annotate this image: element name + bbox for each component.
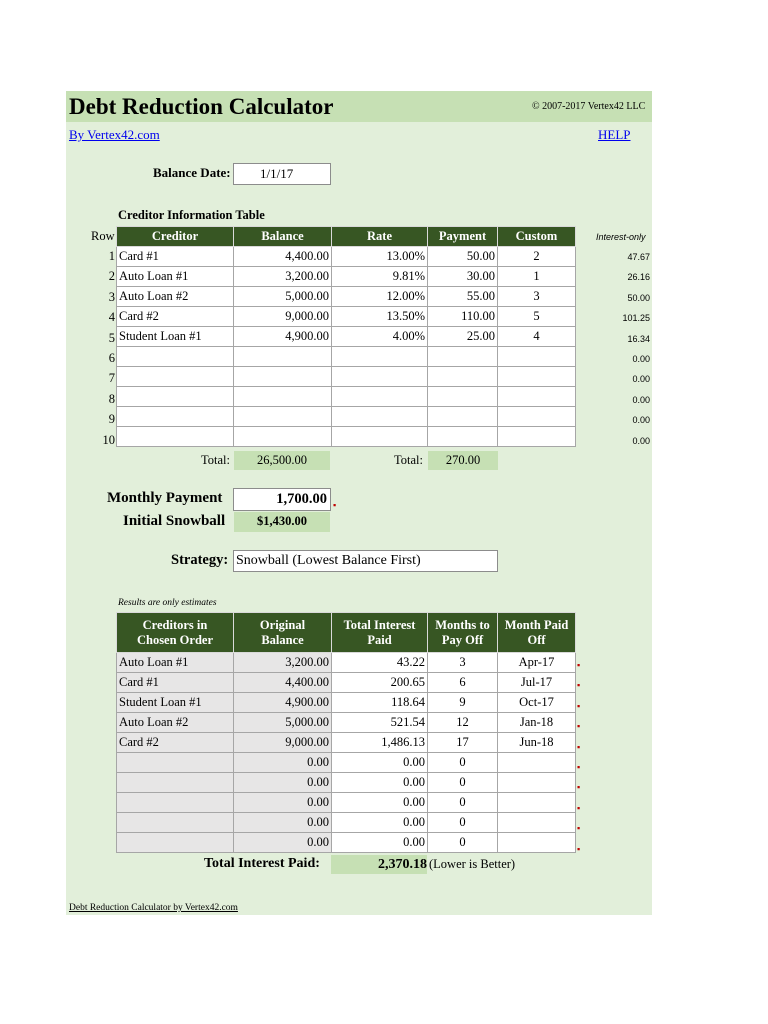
result-interest-cell: 0.00 bbox=[332, 833, 428, 853]
result-row bbox=[117, 693, 576, 713]
rate-cell[interactable] bbox=[332, 407, 428, 427]
result-months-cell: 0 bbox=[428, 813, 498, 833]
result-creditor-cell bbox=[117, 793, 234, 813]
col-original-balance: Original Balance bbox=[234, 613, 332, 653]
result-interest-cell: 118.64 bbox=[332, 693, 428, 713]
col-custom: Custom bbox=[498, 227, 576, 247]
results-table bbox=[116, 612, 576, 853]
result-months-cell: 17 bbox=[428, 733, 498, 753]
custom-cell[interactable]: 3 bbox=[498, 287, 576, 307]
creditor-table-caption: Creditor Information Table bbox=[118, 208, 265, 222]
result-balance-cell: 3,200.00 bbox=[234, 653, 332, 673]
rate-cell[interactable]: 13.00% bbox=[332, 247, 428, 267]
comment-indicator: ▪ bbox=[577, 741, 581, 752]
payment-cell[interactable] bbox=[428, 387, 498, 407]
creditor-cell[interactable]: Card #1 bbox=[117, 247, 234, 267]
result-creditor-cell: Card #2 bbox=[117, 733, 234, 753]
balance-cell[interactable]: 3,200.00 bbox=[234, 267, 332, 287]
result-paidoff-cell bbox=[498, 833, 576, 853]
creditor-row bbox=[117, 407, 576, 427]
comment-indicator: ▪ bbox=[577, 721, 581, 732]
rate-cell[interactable] bbox=[332, 387, 428, 407]
balance-cell[interactable] bbox=[234, 407, 332, 427]
result-creditor-cell: Card #1 bbox=[117, 673, 234, 693]
initial-snowball-label: Initial Snowball bbox=[123, 513, 226, 529]
payment-cell[interactable]: 55.00 bbox=[428, 287, 498, 307]
col-creditor: Creditor bbox=[117, 227, 234, 247]
balance-cell[interactable]: 9,000.00 bbox=[234, 307, 332, 327]
balance-cell[interactable] bbox=[234, 427, 332, 447]
col-creditors-order: Creditors in Chosen Order bbox=[117, 613, 234, 653]
rate-cell[interactable]: 4.00% bbox=[332, 327, 428, 347]
creditor-cell[interactable]: Auto Loan #1 bbox=[117, 267, 234, 287]
row-number: 6 bbox=[108, 351, 115, 365]
result-interest-cell: 521.54 bbox=[332, 713, 428, 733]
comment-indicator: ▪ bbox=[577, 700, 581, 711]
result-row bbox=[117, 653, 576, 673]
row-number: 4 bbox=[108, 310, 115, 325]
result-paidoff-cell: Jul-17 bbox=[498, 673, 576, 693]
comment-indicator: ▪ bbox=[577, 680, 581, 691]
payment-cell[interactable] bbox=[428, 347, 498, 367]
row-number: 8 bbox=[108, 391, 115, 406]
payment-cell[interactable]: 110.00 bbox=[428, 307, 498, 327]
row-header: Row bbox=[91, 229, 115, 243]
interest-only-value: 0.00 bbox=[632, 374, 650, 385]
help-link[interactable]: HELP bbox=[598, 127, 631, 142]
payment-cell[interactable]: 30.00 bbox=[428, 267, 498, 287]
comment-indicator: ▪ bbox=[577, 843, 581, 854]
creditor-cell[interactable] bbox=[117, 407, 234, 427]
creditor-row bbox=[117, 267, 576, 287]
results-note: Results are only estimates bbox=[118, 598, 217, 608]
result-creditor-cell bbox=[117, 813, 234, 833]
result-interest-cell: 43.22 bbox=[332, 653, 428, 673]
row-number: 5 bbox=[108, 330, 115, 345]
result-row bbox=[117, 793, 576, 813]
balance-cell[interactable]: 5,000.00 bbox=[234, 287, 332, 307]
custom-cell[interactable]: 1 bbox=[498, 267, 576, 287]
strategy-select[interactable]: Snowball (Lowest Balance First) bbox=[233, 550, 498, 572]
result-row bbox=[117, 733, 576, 753]
creditor-row bbox=[117, 307, 576, 327]
result-balance-cell: 0.00 bbox=[234, 833, 332, 853]
balance-cell[interactable] bbox=[234, 387, 332, 407]
payment-total: 270.00 bbox=[428, 451, 498, 470]
footer-link[interactable]: Debt Reduction Calculator by Vertex42.com bbox=[69, 903, 238, 913]
result-row bbox=[117, 673, 576, 693]
col-months-to-payoff: Months to Pay Off bbox=[428, 613, 498, 653]
row-number: 10 bbox=[102, 432, 115, 447]
comment-indicator: ▪ bbox=[577, 660, 581, 670]
result-months-cell: 0 bbox=[428, 833, 498, 853]
comment-indicator: ▪ bbox=[577, 762, 581, 772]
result-interest-cell: 200.65 bbox=[332, 673, 428, 693]
result-balance-cell: 4,900.00 bbox=[234, 693, 332, 713]
result-months-cell: 0 bbox=[428, 793, 498, 813]
result-creditor-cell: Auto Loan #2 bbox=[117, 713, 234, 733]
result-months-cell: 0 bbox=[428, 753, 498, 773]
col-total-interest: Total Interest Paid bbox=[332, 613, 428, 653]
rate-cell[interactable]: 12.00% bbox=[332, 287, 428, 307]
result-creditor-cell: Auto Loan #1 bbox=[117, 653, 234, 673]
result-balance-cell: 0.00 bbox=[234, 753, 332, 773]
comment-indicator: ▪ bbox=[333, 500, 337, 510]
creditor-row bbox=[117, 247, 576, 267]
creditor-table bbox=[116, 226, 576, 447]
result-creditor-cell bbox=[117, 773, 234, 793]
payment-cell[interactable]: 25.00 bbox=[428, 327, 498, 347]
rate-cell[interactable] bbox=[332, 347, 428, 367]
result-row bbox=[117, 813, 576, 833]
comment-indicator: ▪ bbox=[577, 782, 581, 793]
result-interest-cell: 0.00 bbox=[332, 753, 428, 773]
creditor-row bbox=[117, 367, 576, 387]
result-months-cell: 9 bbox=[428, 693, 498, 713]
result-creditor-cell bbox=[117, 833, 234, 853]
result-row bbox=[117, 833, 576, 853]
balance-cell[interactable]: 4,400.00 bbox=[234, 247, 332, 267]
result-creditor-cell bbox=[117, 753, 234, 773]
custom-cell[interactable] bbox=[498, 387, 576, 407]
result-balance-cell: 0.00 bbox=[234, 813, 332, 833]
initial-snowball-value: $1,430.00 bbox=[234, 512, 330, 532]
custom-cell[interactable] bbox=[498, 367, 576, 387]
result-balance-cell: 9,000.00 bbox=[234, 733, 332, 753]
payment-cell[interactable] bbox=[428, 367, 498, 387]
result-creditor-cell: Student Loan #1 bbox=[117, 693, 234, 713]
result-months-cell: 12 bbox=[428, 713, 498, 733]
row-number: 1 bbox=[108, 249, 115, 263]
result-row bbox=[117, 753, 576, 773]
vertex42-link[interactable]: By Vertex42.com bbox=[69, 127, 160, 142]
result-balance-cell: 5,000.00 bbox=[234, 713, 332, 733]
result-paidoff-cell bbox=[498, 793, 576, 813]
balance-cell[interactable] bbox=[234, 367, 332, 387]
custom-cell[interactable] bbox=[498, 407, 576, 427]
custom-cell[interactable]: 2 bbox=[498, 247, 576, 267]
copyright-text: © 2007-2017 Vertex42 LLC bbox=[532, 101, 646, 112]
interest-only-header: Interest-only bbox=[596, 232, 646, 242]
interest-only-value: 101.25 bbox=[622, 313, 650, 324]
balance-date-label: Balance Date: bbox=[153, 165, 231, 180]
balance-total-label: Total: bbox=[201, 453, 230, 467]
creditor-cell[interactable] bbox=[117, 367, 234, 387]
col-payment: Payment bbox=[428, 227, 498, 247]
interest-only-value: 0.00 bbox=[632, 354, 650, 364]
result-row bbox=[117, 773, 576, 793]
result-balance-cell: 0.00 bbox=[234, 793, 332, 813]
rate-cell[interactable]: 13.50% bbox=[332, 307, 428, 327]
balance-total: 26,500.00 bbox=[234, 451, 330, 470]
custom-cell[interactable] bbox=[498, 427, 576, 447]
result-row bbox=[117, 713, 576, 733]
result-paidoff-cell: Jan-18 bbox=[498, 713, 576, 733]
custom-cell[interactable]: 4 bbox=[498, 327, 576, 347]
result-interest-cell: 0.00 bbox=[332, 773, 428, 793]
payment-cell[interactable]: 50.00 bbox=[428, 247, 498, 267]
creditor-row bbox=[117, 347, 576, 367]
col-rate: Rate bbox=[332, 227, 428, 247]
result-interest-cell: 0.00 bbox=[332, 813, 428, 833]
creditor-cell[interactable]: Student Loan #1 bbox=[117, 327, 234, 347]
creditor-row bbox=[117, 327, 576, 347]
custom-cell[interactable] bbox=[498, 347, 576, 367]
interest-only-value: 0.00 bbox=[632, 394, 650, 405]
custom-cell[interactable]: 5 bbox=[498, 307, 576, 327]
creditor-row bbox=[117, 427, 576, 447]
result-months-cell: 6 bbox=[428, 673, 498, 693]
strategy-label: Strategy: bbox=[171, 552, 229, 568]
row-number: 3 bbox=[108, 289, 115, 304]
interest-only-value: 16.34 bbox=[627, 333, 650, 344]
interest-only-value: 0.00 bbox=[632, 435, 650, 446]
result-paidoff-cell bbox=[498, 773, 576, 793]
result-paidoff-cell: Apr-17 bbox=[498, 653, 576, 673]
rate-cell[interactable] bbox=[332, 367, 428, 387]
result-paidoff-cell: Jun-18 bbox=[498, 733, 576, 753]
result-interest-cell: 1,486.13 bbox=[332, 733, 428, 753]
interest-only-value: 47.67 bbox=[627, 252, 650, 262]
balance-cell[interactable]: 4,900.00 bbox=[234, 327, 332, 347]
result-paidoff-cell: Oct-17 bbox=[498, 693, 576, 713]
creditor-cell[interactable]: Card #2 bbox=[117, 307, 234, 327]
payment-total-label: Total: bbox=[394, 453, 423, 467]
monthly-payment-input[interactable]: 1,700.00 bbox=[233, 488, 331, 511]
result-balance-cell: 0.00 bbox=[234, 773, 332, 793]
result-months-cell: 0 bbox=[428, 773, 498, 793]
creditor-row bbox=[117, 387, 576, 407]
rate-cell[interactable]: 9.81% bbox=[332, 267, 428, 287]
row-number: 7 bbox=[108, 371, 115, 386]
monthly-payment-label: Monthly Payment bbox=[107, 490, 223, 506]
col-balance: Balance bbox=[234, 227, 332, 247]
result-interest-cell: 0.00 bbox=[332, 793, 428, 813]
result-months-cell: 3 bbox=[428, 653, 498, 673]
balance-cell[interactable] bbox=[234, 347, 332, 367]
comment-indicator: ▪ bbox=[577, 802, 581, 813]
total-interest-note: (Lower is Better) bbox=[429, 857, 516, 871]
col-month-paid-off: Month Paid Off bbox=[498, 613, 576, 653]
creditor-cell[interactable] bbox=[117, 347, 234, 367]
creditor-cell[interactable] bbox=[117, 387, 234, 407]
creditor-cell[interactable]: Auto Loan #2 bbox=[117, 287, 234, 307]
balance-date-input[interactable]: 1/1/17 bbox=[233, 163, 331, 185]
total-interest-value: 2,370.18 bbox=[331, 855, 427, 874]
payment-cell[interactable] bbox=[428, 407, 498, 427]
creditor-cell[interactable] bbox=[117, 427, 234, 447]
row-number: 9 bbox=[108, 412, 115, 427]
interest-only-value: 50.00 bbox=[627, 292, 650, 303]
result-paidoff-cell bbox=[498, 753, 576, 773]
interest-only-value: 0.00 bbox=[632, 415, 650, 426]
comment-indicator: ▪ bbox=[577, 823, 581, 834]
row-number: 2 bbox=[108, 269, 115, 284]
result-balance-cell: 4,400.00 bbox=[234, 673, 332, 693]
interest-only-value: 26.16 bbox=[627, 272, 650, 283]
payment-cell[interactable] bbox=[428, 427, 498, 447]
creditor-row bbox=[117, 287, 576, 307]
result-paidoff-cell bbox=[498, 813, 576, 833]
rate-cell[interactable] bbox=[332, 427, 428, 447]
page-title: Debt Reduction Calculator bbox=[69, 94, 334, 119]
total-interest-label: Total Interest Paid: bbox=[204, 856, 320, 871]
